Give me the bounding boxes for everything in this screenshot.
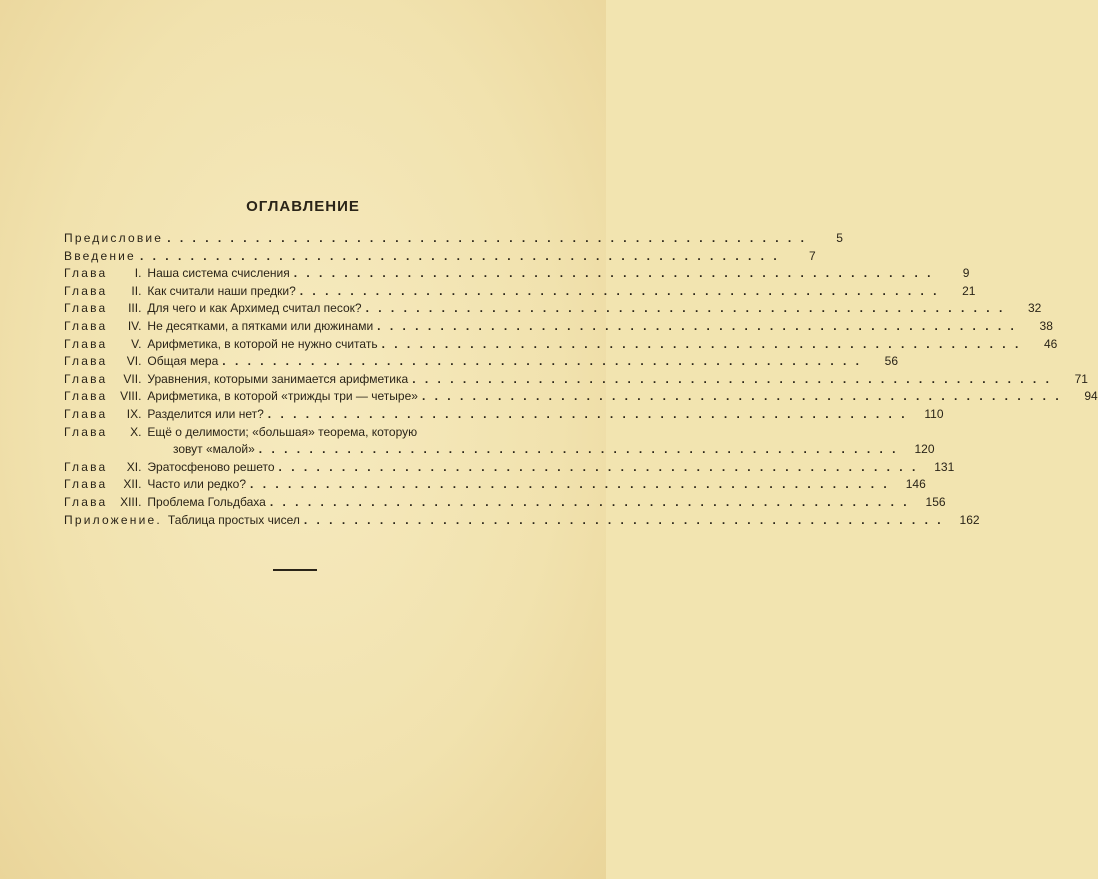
- chapter-number: V.: [131, 336, 142, 351]
- toc-row: [64, 265, 970, 283]
- dot-leader: [294, 265, 934, 283]
- toc-row: [64, 476, 926, 494]
- toc-prefix: Глава: [64, 424, 108, 439]
- toc-prefix: Глава: [64, 389, 108, 404]
- toc-prefix: Приложение.: [64, 512, 162, 527]
- toc-row: [64, 459, 955, 477]
- dot-leader: [259, 441, 899, 459]
- chapter-title: Как считали наши предки?: [147, 283, 296, 298]
- chapter-number: VI.: [126, 354, 142, 369]
- toc-prefix: Глава: [64, 477, 108, 492]
- chapter-title: Не десятками, а пятками или дюжинами: [147, 318, 374, 333]
- chapter-title: Арифметика, в которой «трижды три — четыре»: [147, 389, 418, 404]
- toc-row: [64, 406, 944, 424]
- toc-page: 46: [1043, 336, 1058, 351]
- toc-page: 56: [884, 354, 899, 369]
- dot-leader: [250, 476, 890, 494]
- chapter-number: XI.: [126, 459, 142, 474]
- toc-row: [64, 300, 1042, 318]
- toc-prefix: Глава: [64, 371, 108, 386]
- toc-row: [64, 494, 946, 512]
- appendix-title: Таблица простых чисел: [167, 512, 300, 527]
- dot-leader: [167, 230, 807, 248]
- dot-leader: [300, 283, 940, 301]
- toc-page: 71: [1074, 371, 1088, 386]
- chapter-title: Ещё о делимости; «большая» теорема, которую: [147, 424, 418, 439]
- toc-prefix: Введение: [64, 248, 136, 263]
- toc-page: 32: [1027, 301, 1042, 316]
- chapter-number: IV.: [127, 318, 142, 333]
- toc-page: 9: [962, 266, 970, 281]
- toc-row: [64, 388, 1098, 406]
- chapter-number: X.: [130, 424, 142, 439]
- toc-page: 120: [914, 442, 935, 457]
- chapter-number: XII.: [123, 477, 142, 492]
- toc-prefix: Глава: [64, 283, 108, 298]
- toc-row: [64, 371, 1088, 389]
- dot-leader: [140, 248, 780, 266]
- toc-prefix: Глава: [64, 494, 108, 509]
- dot-leader: [304, 512, 944, 530]
- chapter-number: III.: [128, 301, 142, 316]
- chapter-number: VII.: [123, 371, 142, 386]
- toc-prefix: Глава: [64, 336, 108, 351]
- toc-row: [64, 512, 980, 530]
- toc-page: 94: [1084, 389, 1098, 404]
- chapter-number: II.: [131, 283, 142, 298]
- table-of-contents: [64, 230, 1098, 529]
- toc-row: [64, 424, 568, 442]
- page-title: ОГЛАВЛЕНИЕ: [246, 198, 360, 215]
- chapter-number: XIII.: [120, 494, 142, 509]
- dot-leader: [382, 336, 1022, 354]
- toc-page: 162: [959, 512, 980, 527]
- toc-page: 110: [924, 406, 944, 421]
- toc-prefix: Глава: [64, 354, 108, 369]
- toc-page: 146: [905, 477, 926, 492]
- toc-row-continuation: [64, 441, 935, 459]
- chapter-number: VIII.: [120, 389, 142, 404]
- toc-prefix: Предисловие: [64, 231, 164, 245]
- dot-leader: [377, 318, 1017, 336]
- toc-prefix: Глава: [64, 459, 108, 474]
- chapter-title: зовут «малой»: [173, 442, 255, 457]
- toc-page: 7: [808, 248, 816, 263]
- toc-page: 5: [836, 231, 843, 245]
- chapter-title: Арифметика, в которой не нужно считать: [147, 336, 378, 351]
- toc-row: [64, 318, 1053, 336]
- chapter-title: Эратосфеново решето: [147, 459, 275, 474]
- dot-leader: [366, 300, 1006, 318]
- toc-page: 21: [962, 283, 976, 298]
- chapter-number: IX.: [126, 406, 142, 421]
- toc-row: [64, 283, 976, 301]
- chapter-title: Уравнения, которыми занимается арифметика: [147, 371, 409, 386]
- dot-leader: [422, 388, 1062, 406]
- divider: [273, 569, 317, 571]
- toc-prefix: Глава: [64, 266, 108, 281]
- chapter-title: Часто или редко?: [147, 477, 247, 492]
- chapter-title: Для чего и как Архимед считал песок?: [147, 301, 362, 316]
- toc-prefix: Глава: [64, 301, 108, 316]
- chapter-title: Наша система счисления: [147, 266, 290, 281]
- dot-leader: [279, 459, 919, 477]
- toc-page: 38: [1039, 318, 1053, 333]
- chapter-number: I.: [134, 266, 142, 281]
- dot-leader: [268, 406, 908, 424]
- toc-row: [64, 248, 816, 266]
- toc-page: 131: [934, 459, 955, 474]
- dot-leader: [412, 371, 1052, 389]
- toc-prefix: Глава: [64, 318, 108, 333]
- chapter-title: Проблема Гольдбаха: [147, 494, 266, 509]
- dot-leader: [270, 494, 910, 512]
- toc-row: [64, 353, 899, 371]
- chapter-title: Разделится или нет?: [147, 406, 264, 421]
- toc-row: [64, 230, 843, 248]
- dot-leader: [222, 353, 862, 371]
- toc-prefix: Глава: [64, 406, 108, 421]
- toc-row: [64, 336, 1058, 354]
- toc-page: 156: [925, 494, 946, 509]
- chapter-title: Общая мера: [147, 354, 219, 369]
